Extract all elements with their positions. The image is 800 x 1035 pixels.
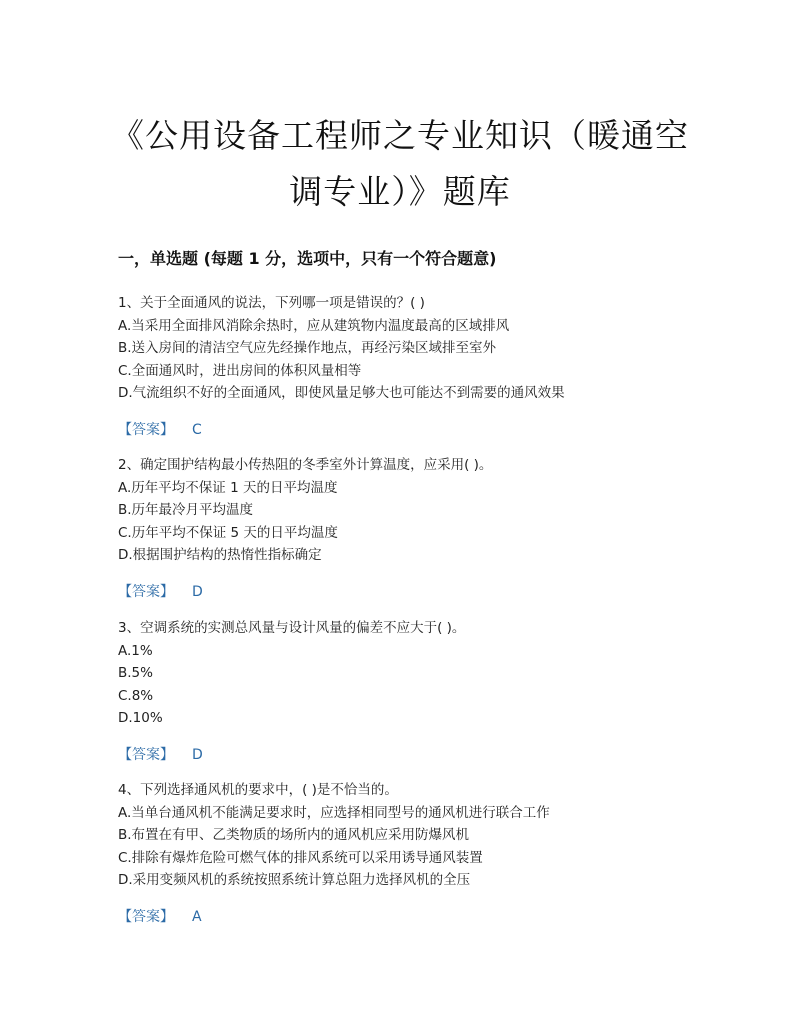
answer-value: D <box>192 583 203 600</box>
answer-label: 【答案】 <box>118 908 174 925</box>
answer-value: A <box>192 908 202 925</box>
answer-row <box>118 419 718 441</box>
answer-value: D <box>192 746 203 763</box>
option-b: B.布置在有甲、乙类物质的场所内的通风机应采用防爆风机 <box>118 827 470 843</box>
option-c: C.历年平均不保证 5 天的日平均温度 <box>118 524 338 541</box>
option-a: A.1% <box>118 642 153 659</box>
question-stem: 3、空调系统的实测总风量与设计风量的偏差不应大于( )。 <box>118 620 466 636</box>
question-stem: 1、关于全面通风的说法，下列哪一项是错误的？( ) <box>118 295 425 311</box>
document-title: 《公用设备工程师之专业知识（暖通空调专业）》题库 <box>111 116 689 211</box>
question-4 <box>118 779 718 928</box>
answer-row <box>118 744 718 766</box>
option-b: B.5% <box>118 665 153 681</box>
question-1 <box>118 292 718 441</box>
option-d: D.根据围护结构的热惰性指标确定 <box>118 547 322 563</box>
option-a: A.当单台通风机不能满足要求时，应选择相同型号的通风机进行联合工作 <box>118 804 550 821</box>
answer-label: 【答案】 <box>118 583 174 600</box>
answer-value: C <box>192 421 202 438</box>
question-2 <box>118 454 718 603</box>
option-c: C.排除有爆炸危险可燃气体的排风系统可以采用诱导通风装置 <box>118 849 483 866</box>
option-a: A.历年平均不保证 1 天的日平均温度 <box>118 479 338 496</box>
option-d: D.采用变频风机的系统按照系统计算总阻力选择风机的全压 <box>118 872 471 888</box>
option-d: D.气流组织不好的全面通风，即使风量足够大也可能达不到需要的通风效果 <box>118 385 565 401</box>
option-b: B.送入房间的清洁空气应先经操作地点，再经污染区域排至室外 <box>118 340 497 356</box>
question-stem: 2、确定围护结构最小传热阻的冬季室外计算温度，应采用( )。 <box>118 457 493 473</box>
section-heading: 一，单选题 (每题 1 分，选项中，只有一个符合题意) <box>118 249 497 268</box>
answer-row <box>118 581 718 603</box>
option-c: C.8% <box>118 687 154 704</box>
answer-row <box>118 906 718 928</box>
question-stem: 4、下列选择通风机的要求中，( )是不恰当的。 <box>118 782 398 798</box>
question-3 <box>118 617 718 766</box>
option-c: C.全面通风时，进出房间的体积风量相等 <box>118 362 362 379</box>
answer-label: 【答案】 <box>118 746 174 763</box>
answer-label: 【答案】 <box>118 421 174 438</box>
option-b: B.历年最冷月平均温度 <box>118 502 254 518</box>
option-a: A.当采用全面排风消除余热时，应从建筑物内温度最高的区域排风 <box>118 317 510 334</box>
option-d: D.10% <box>118 710 163 726</box>
